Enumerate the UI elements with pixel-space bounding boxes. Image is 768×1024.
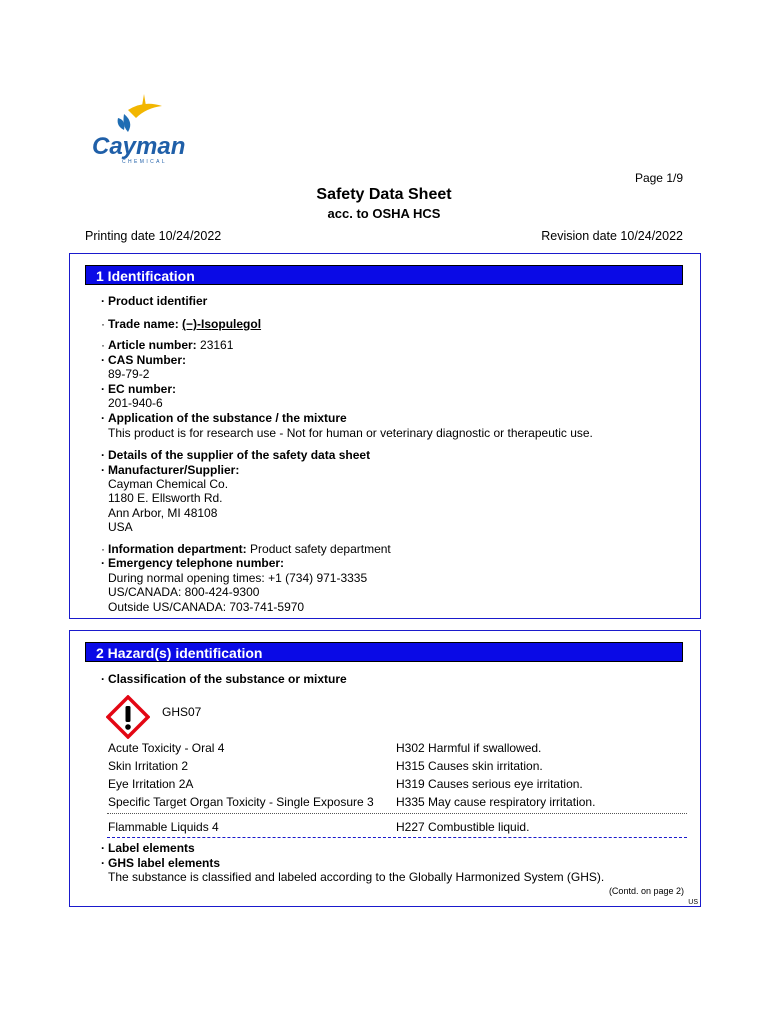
emergency-line: During normal opening times: +1 (734) 971-3335	[108, 571, 368, 585]
address-line: 1180 E. Ellsworth Rd.	[108, 491, 223, 505]
trade-name-row: · Trade name: (−)-Isopulegol	[101, 317, 262, 331]
ghs-code: GHS07	[162, 705, 202, 719]
hazard-statement: H319 Causes serious eye irritation.	[396, 777, 583, 791]
product-identifier-label: · Product identifier	[101, 294, 208, 308]
ghs-label-elements-label: · GHS label elements	[101, 856, 221, 870]
cayman-logo	[88, 92, 188, 166]
us-mark: US	[688, 899, 698, 906]
trade-name-value: (−)-Isopulegol	[182, 317, 262, 331]
emergency-line: US/CANADA: 800-424-9300	[108, 585, 260, 599]
hazard-class: Acute Toxicity - Oral 4	[108, 741, 225, 755]
page-number: Page 1/9	[634, 171, 683, 185]
information-department-row: · Information department: Product safety department	[101, 542, 391, 556]
hazard-statement: H335 May cause respiratory irritation.	[396, 795, 596, 809]
dashed-divider	[107, 837, 687, 838]
address-line: Cayman Chemical Co.	[108, 477, 229, 491]
logo-brand-text: Cayman	[92, 133, 186, 160]
emergency-phone-label: · Emergency telephone number:	[101, 556, 285, 570]
hazard-statement: H227 Combustible liquid.	[396, 820, 530, 834]
hazard-class: Flammable Liquids 4	[108, 820, 219, 834]
ghs-classification-text: The substance is classified and labeled according to the Globally Harmonized System (GHS).	[108, 870, 605, 884]
section-identification	[69, 253, 701, 619]
section-hazards	[69, 630, 701, 907]
ec-number-label: · EC number:	[101, 382, 177, 396]
manufacturer-label: · Manufacturer/Supplier:	[101, 463, 240, 477]
article-number-row: · Article number: 23161	[101, 338, 234, 352]
cas-number-value: 89-79-2	[108, 367, 150, 381]
logo-sub-text: CHEMICAL	[122, 159, 168, 165]
application-label: · Application of the substance / the mixture	[101, 411, 347, 425]
hazard-class: Eye Irritation 2A	[108, 777, 194, 791]
address-line: USA	[108, 520, 133, 534]
dotted-divider	[107, 813, 687, 814]
emergency-line: Outside US/CANADA: 703-741-5970	[108, 600, 305, 614]
hazard-class: Specific Target Organ Toxicity - Single Exposure 3	[108, 795, 374, 809]
continued-note: (Contd. on page 2)	[608, 886, 684, 896]
information-department-value: Product safety department	[250, 542, 391, 556]
classification-label: · Classification of the substance or mixture	[101, 672, 347, 686]
label-elements-label: · Label elements	[101, 841, 195, 855]
hazard-statement: H302 Harmful if swallowed.	[396, 741, 542, 755]
cas-number-label: · CAS Number:	[101, 353, 187, 367]
exclamation-mark-pictogram-icon	[106, 695, 150, 739]
article-number-value: 23161	[200, 338, 234, 352]
cayman-logo-mark	[88, 92, 188, 166]
section-2-header: 2 Hazard(s) identification	[85, 642, 683, 662]
application-value: This product is for research use - Not for human or veterinary diagnostic or therapeutic use.	[108, 426, 593, 440]
document-subtitle: acc. to OSHA HCS	[327, 206, 441, 221]
hazard-class: Skin Irritation 2	[108, 759, 189, 773]
document-title: Safety Data Sheet	[316, 186, 452, 203]
supplier-details-label: · Details of the supplier of the safety data sheet	[101, 448, 371, 462]
address-line: Ann Arbor, MI 48108	[108, 506, 218, 520]
printing-date: Printing date 10/24/2022	[85, 229, 222, 243]
revision-date: Revision date 10/24/2022	[541, 229, 683, 243]
trade-name-label: Trade name:	[108, 317, 179, 331]
hazard-statement: H315 Causes skin irritation.	[396, 759, 543, 773]
section-1-header: 1 Identification	[85, 265, 683, 285]
ec-number-value: 201-940-6	[108, 396, 163, 410]
